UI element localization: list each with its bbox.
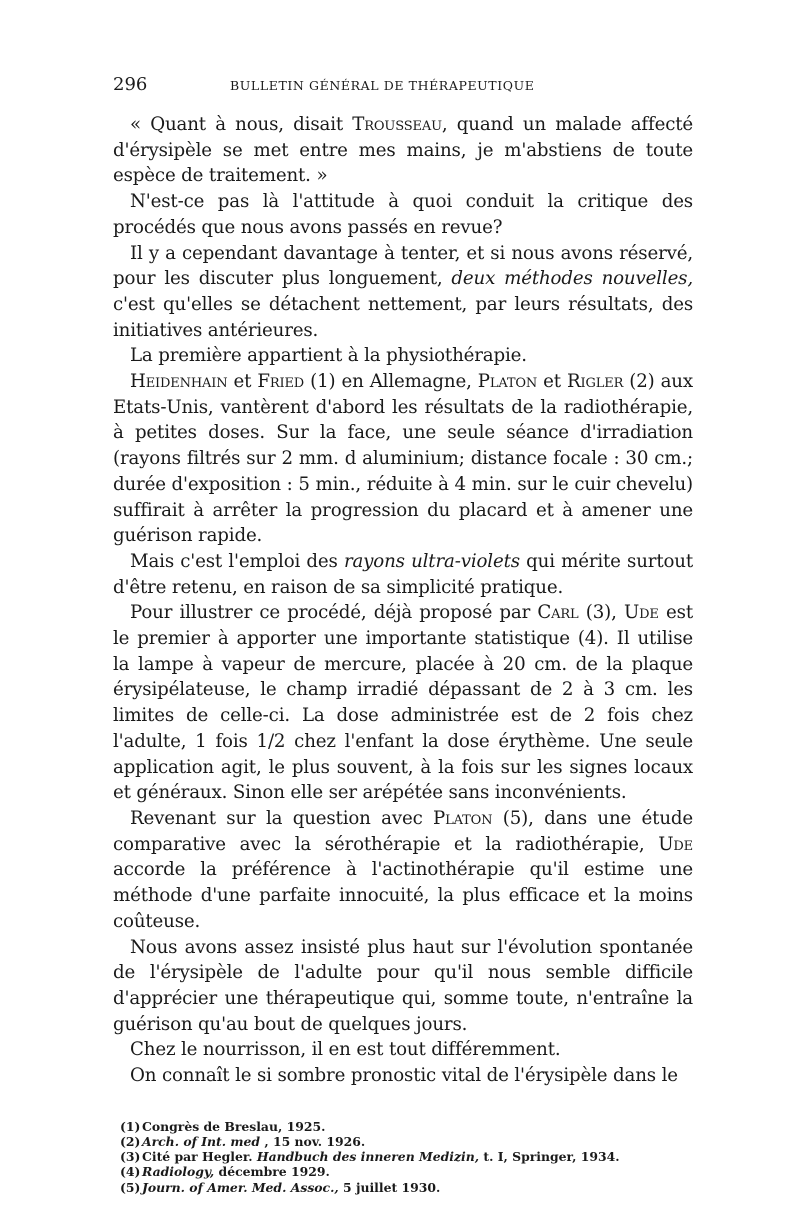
text-run: Revenant sur la question avec bbox=[130, 807, 433, 829]
footnote bbox=[120, 1134, 693, 1149]
text-run: et bbox=[227, 371, 258, 393]
italic-text: Radiology, bbox=[142, 1164, 215, 1180]
text-run: (2) aux Etats-Unis, vantèrent d'abord les résultats de la radiothérapie, à petites doses. Sur la face, une seule séance d'irradiation (rayons filtrés sur 2 mm. d aluminium; distance focale : 30 cm.; durée d'exposition : 5 min., réduite à 4 min. sur le cuir chevelu) suffirait à arrêter la progression du placard et à amener une guérison rapide. bbox=[113, 371, 693, 547]
italic-text: Handbuch des inneren Medizin, bbox=[256, 1149, 480, 1165]
author-name: Platon bbox=[433, 807, 493, 829]
author-name: Trousseau bbox=[352, 114, 442, 135]
italic-text: Journ. of Amer. Med. Assoc., bbox=[142, 1179, 339, 1195]
author-name: Ude bbox=[658, 833, 693, 855]
page-header bbox=[113, 74, 693, 98]
paragraph bbox=[113, 369, 693, 549]
paragraph bbox=[113, 189, 693, 240]
text-run: (3), bbox=[578, 602, 624, 624]
text-run: (1) en Allemagne, bbox=[304, 371, 478, 393]
text-run: Nous avons assez insisté plus haut sur l'évolution spontanée de l'érysipèle de l'adulte pour qu'il nous semble difficile d'apprécier une thérapeutique qui, somme toute, n'entraîne la guérison qu'au bout de quelques jours. bbox=[113, 936, 693, 1035]
text-run: Il y a cependant davantage à tenter, et si nous avons réservé, pour les discuter plus longuement, bbox=[113, 242, 693, 290]
text-run: « Quant à nous, disait bbox=[130, 114, 353, 135]
author-name: Ude bbox=[623, 602, 659, 624]
footnote-number: (4) bbox=[120, 1164, 141, 1180]
text-run: Pour illustrer ce procédé, déjà proposé par bbox=[130, 602, 538, 624]
author-name: Rigler bbox=[566, 371, 624, 393]
footnote bbox=[120, 1119, 693, 1134]
body-text bbox=[113, 112, 693, 1089]
text-run: (5), dans une étude comparative avec la sérothérapie et la radiothérapie, bbox=[113, 807, 693, 855]
text-run: N'est-ce pas là l'attitude à quoi conduit la critique des procédés que nous avons passés en revue? bbox=[113, 191, 693, 238]
text-run: , 15 nov. 1926. bbox=[260, 1133, 366, 1149]
italic-text: deux méthodes nouvelles, bbox=[451, 268, 693, 290]
author-name: Heidenhain bbox=[130, 371, 228, 393]
footnotes bbox=[113, 1119, 693, 1195]
paragraph bbox=[113, 1037, 693, 1063]
page bbox=[113, 74, 693, 1195]
text-run: Chez le nourrisson, il en est tout différemment. bbox=[130, 1039, 561, 1061]
paragraph bbox=[113, 343, 693, 369]
page-number: 296 bbox=[113, 74, 148, 95]
footnote-number: (1) bbox=[120, 1118, 141, 1134]
text-run: On connaît le si sombre pronostic vital de l'érysipèle dans le bbox=[130, 1065, 678, 1087]
author-name: Carl bbox=[537, 602, 579, 624]
footnote bbox=[120, 1164, 693, 1179]
text-run: et bbox=[537, 371, 567, 393]
footnote-number: (3) bbox=[120, 1149, 141, 1165]
text-run: c'est qu'elles se détachent nettement, par leurs résultats, des initiatives antérieures. bbox=[113, 293, 693, 341]
paragraph bbox=[113, 600, 693, 806]
text-run: décembre 1929. bbox=[214, 1164, 330, 1180]
paragraph bbox=[113, 112, 693, 189]
footnote-number: (2) bbox=[120, 1133, 141, 1149]
author-name: Fried bbox=[257, 371, 305, 393]
text-run: Cité par Hegler. bbox=[142, 1149, 257, 1165]
text-run: Mais c'est l'emploi des bbox=[130, 550, 344, 572]
text-run: est le premier à apporter une importante statistique (4). Il utilise la lampe à vapeur de mercure, placée à 20 cm. de la plaque érysipélateuse, le champ irradié dépassant de 2 à 3 cm. les limites de celle-ci. La dose administrée est de 2 fois chez l'adulte, 1 fois 1/2 chez l'enfant la dose érythème. Une seule application agit, le plus souvent, à la fois sur les signes locaux et généraux. Sinon elle ser arépétée sans inconvénients. bbox=[113, 602, 693, 804]
paragraph bbox=[113, 549, 693, 600]
italic-text: Arch. of Int. med bbox=[142, 1133, 261, 1149]
running-title: BULLETIN GÉNÉRAL DE THÉRAPEUTIQUE bbox=[230, 78, 535, 93]
paragraph bbox=[113, 935, 693, 1038]
footnote bbox=[120, 1180, 693, 1195]
text-run: t. I, Springer, 1934. bbox=[479, 1149, 620, 1165]
paragraph bbox=[113, 241, 693, 344]
footnote bbox=[120, 1149, 693, 1164]
paragraph bbox=[113, 806, 693, 935]
footnote-number: (5) bbox=[120, 1179, 141, 1195]
text-run: qui mérite surtout d'être retenu, en raison de sa simplicité pratique. bbox=[113, 550, 694, 598]
paragraph bbox=[113, 1063, 693, 1089]
text-run: 5 juillet 1930. bbox=[338, 1179, 441, 1195]
text-run: accorde la préférence à l'actinothérapie qu'il estime une méthode d'une parfaite innocuité, la plus efficace et la moins coûteuse. bbox=[113, 859, 693, 932]
text-run: Congrès de Breslau, 1925. bbox=[142, 1118, 326, 1134]
italic-text: rayons ultra-violets bbox=[343, 550, 520, 572]
text-run: , quand un malade affecté d'érysipèle se met entre mes mains, je m'abstiens de toute espèce de traitement. » bbox=[113, 114, 693, 187]
text-run: La première appartient à la physiothérapie. bbox=[130, 345, 527, 367]
author-name: Platon bbox=[477, 371, 538, 393]
